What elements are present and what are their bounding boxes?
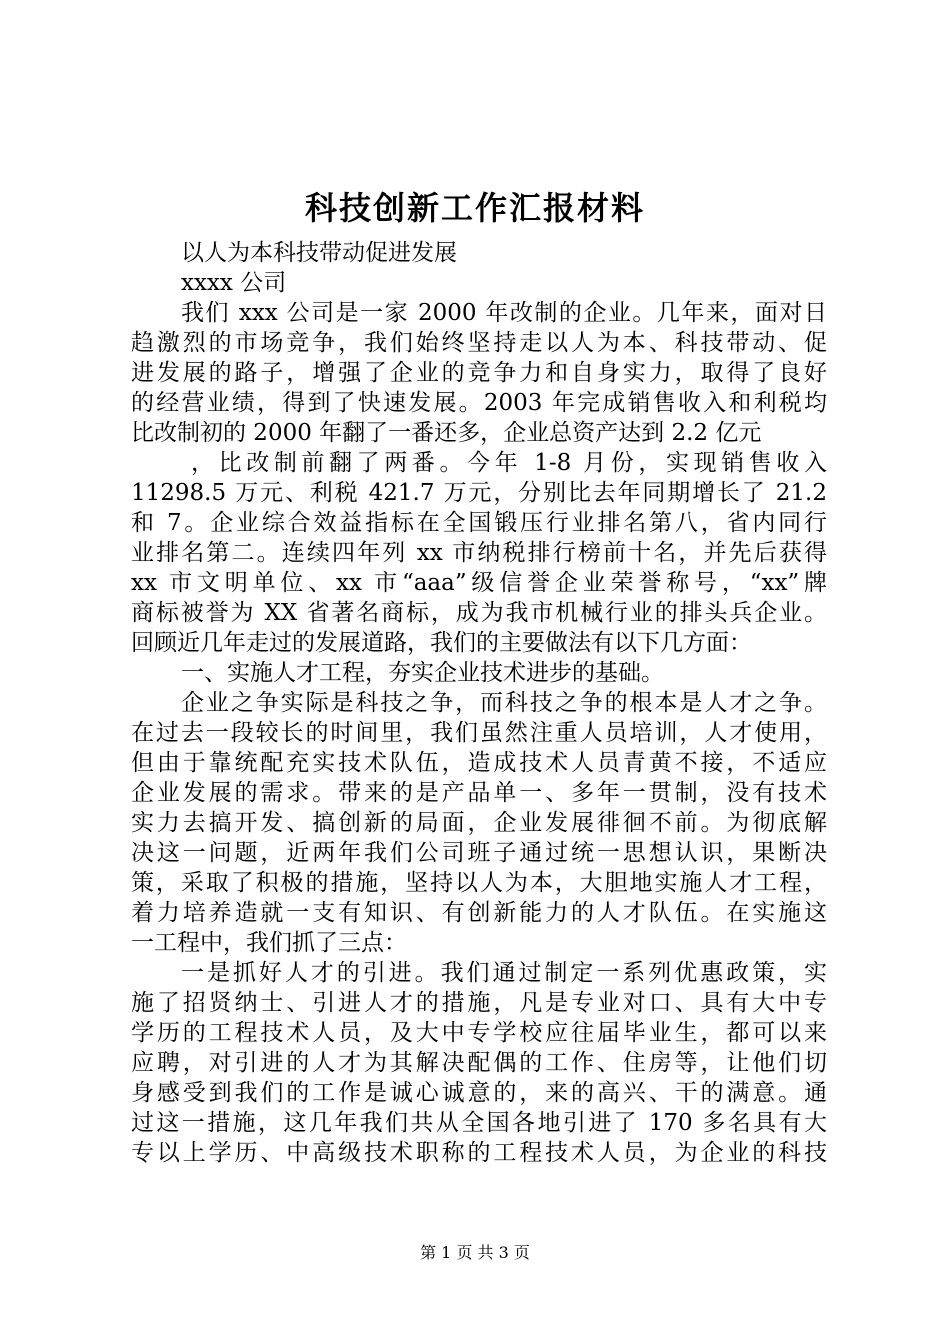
body-line: 企业发展的需求。带来的是产品单一、多年一贯制，没有技术 xyxy=(131,780,827,806)
body-line: 进发展的路子，增强了企业的竞争力和自身实力，取得了良好 xyxy=(131,360,827,386)
body-line: 企业之争实际是科技之争，而科技之争的根本是人才之争。 xyxy=(181,690,827,716)
body-line: 一是抓好人才的引进。我们通过制定一系列优惠政策，实 xyxy=(181,960,827,986)
section-heading: 一、实施人才工程，夯实企业技术进步的基础。 xyxy=(181,660,664,686)
body-line: 回顾近几年走过的发展道路，我们的主要做法有以下几方面： xyxy=(131,630,752,656)
body-line: 身感受到我们的工作是诚心诚意的，来的高兴、干的满意。通 xyxy=(131,1080,827,1106)
body-line: ，比改制前翻了两番。今年 1-8 月份，实现销售收入 xyxy=(191,450,827,476)
body-line: 11298.5 万元、利税 421.7 万元，分别比去年同期增长了 21.2 xyxy=(131,480,827,506)
body-line: 的经营业绩，得到了快速发展。2003 年完成销售收入和利税均 xyxy=(131,390,827,416)
body-line: 和 7。企业综合效益指标在全国锻压行业排名第八，省内同行 xyxy=(131,510,827,536)
body-line: 着力培养造就一支有知识、有创新能力的人才队伍。在实施这 xyxy=(131,900,827,926)
body-line: 但由于靠统配充实技术队伍，造成技术人员青黄不接，不适应 xyxy=(131,750,827,776)
body-line: 应聘，对引进的人才为其解决配偶的工作、住房等，让他们切 xyxy=(131,1050,827,1076)
body-line: 专以上学历、中高级技术职称的工程技术人员，为企业的科技 xyxy=(131,1140,827,1166)
body-line: 策，采取了积极的措施，坚持以人为本，大胆地实施人才工程， xyxy=(131,870,827,896)
body-line: 施了招贤纳士、引进人才的措施，凡是专业对口、具有大中专 xyxy=(131,990,827,1016)
body-line: 决这一问题，近两年我们公司班子通过统一思想认识，果断决 xyxy=(131,840,827,866)
document-title: 科技创新工作汇报材料 xyxy=(304,189,645,227)
body-line: 在过去一段较长的时间里，我们虽然注重人员培训，人才使用， xyxy=(131,720,827,746)
body-line: 业排名第二。连续四年列 xx 市纳税排行榜前十名，并先后获得 xyxy=(131,540,827,566)
body-line: 学历的工程技术人员，及大中专学校应往届毕业生，都可以来 xyxy=(131,1020,827,1046)
body-line: 我们 xxx 公司是一家 2000 年改制的企业。几年来，面对日 xyxy=(181,300,827,326)
body-line: 过这一措施，这几年我们共从全国各地引进了 170 多名具有大 xyxy=(131,1110,827,1136)
body-line: 商标被誉为 XX 省著名商标，成为我市机械行业的排头兵企业。 xyxy=(131,600,827,626)
company-name: xxxx 公司 xyxy=(181,270,287,296)
body-line: 一工程中，我们抓了三点： xyxy=(131,930,407,956)
body-line: 实力去搞开发、搞创新的局面，企业发展徘徊不前。为彻底解 xyxy=(131,810,827,836)
body-line: 趋激烈的市场竞争，我们始终坚持走以人为本、科技带动、促 xyxy=(131,330,827,356)
document-subtitle: 以人为本科技带动促进发展 xyxy=(181,240,457,266)
body-line: xx 市文明单位、xx 市“aaa”级信誉企业荣誉称号，“xx”牌 xyxy=(131,570,827,596)
page-number: 第 1 页 共 3 页 xyxy=(420,1243,530,1262)
body-line: 比改制初的 2000 年翻了一番还多，企业总资产达到 2.2 亿元 xyxy=(131,420,762,446)
